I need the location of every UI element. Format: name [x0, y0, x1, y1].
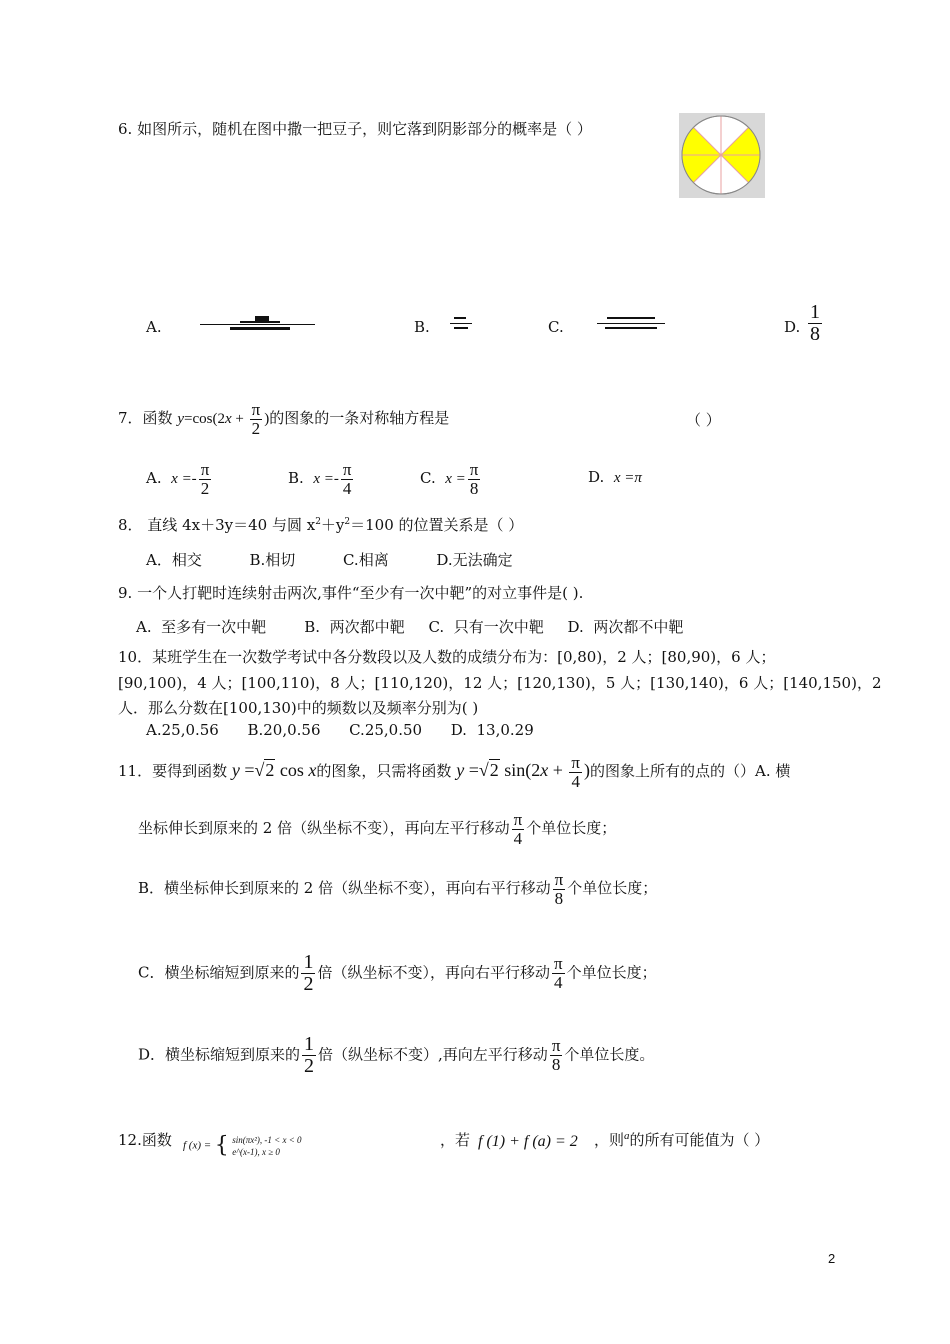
q12-prefix: 12.函数 [118, 1131, 172, 1149]
q11-option-d: D．横坐标缩短到原来的 $\frac{1}{2}$ 倍（纵坐标不变）,再向左平行移动 $\frac{\pi}{8}$ 个单位长度。 [138, 1033, 655, 1077]
q6-figure [679, 113, 765, 198]
q6-option-a-garbled-formula [200, 316, 315, 332]
q6-option-b-garbled-formula [450, 316, 472, 332]
q10-line-1: 10．某班学生在一次数学考试中各分数段以及人数的成绩分布为：[0,80)，2 人；[80,90)，6 人； [118, 648, 776, 666]
q8-options: A．相交 B.相切 C.相离 D.无法确定 [146, 551, 513, 569]
q7-option-b: B. x =- $\frac{\pi}{4}$ [288, 459, 352, 498]
q11-stem: 11．要得到函数 y =√2 cos x的图象，只需将函数 y =√2 sin(2x + $\frac{\pi}{4}$ )的图象上所有的点的（）A. 横 [118, 752, 791, 791]
q6-option-c-garbled-formula [597, 316, 665, 332]
q6-option-d-value [806, 302, 824, 345]
q11-option-b: B．横坐标伸长到原来的 2 倍（纵坐标不变），再向右平行移动 $\frac{\pi}{8}$ 个单位长度； [138, 869, 658, 908]
q6-option-c-label: C. [548, 318, 564, 336]
q12-then: ，则$^a$的所有可能值为（ ） [594, 1130, 770, 1149]
q12-condition: f (1) + f (a) = 2 [478, 1133, 578, 1150]
q10-options: A.25,0.56 B.20,0.56 C.25,0.50 D. 13,0.29 [146, 721, 534, 739]
q11-option-c: C．横坐标缩短到原来的 $\frac{1}{2}$ 倍（纵坐标不变），再向右平行移动 $\frac{\pi}{4}$ 个单位长度； [138, 951, 657, 995]
q9-options: A. 至多有一次中靶 B. 两次都中靶 C. 只有一次中靶 D. 两次都不中靶 [136, 618, 684, 636]
q10-line-2: [90,100)，4 人；[100,110)，8 人；[110,120)，12 人；[120,130)，5 人；[130,140)，6 人；[140,150)，2 [118, 674, 882, 692]
left-brace: { [214, 1133, 229, 1158]
q6-option-d-label: D. [784, 318, 801, 336]
fraction-numerator: 1 [810, 301, 820, 323]
q12-if: ，若 [440, 1131, 471, 1149]
q10-line-3: 人．那么分数在[100,130)中的频数以及频率分别为( ) [118, 699, 479, 717]
q7-option-c: C. x = $\frac{\pi}{8}$ [420, 459, 479, 498]
q7-option-a: A. x =- $\frac{\pi}{2}$ [146, 459, 210, 498]
q7-answer-paren: （ ） [686, 411, 721, 429]
fraction-denominator: 8 [810, 323, 820, 345]
pie-figure [679, 113, 765, 198]
q11-option-a: 坐标伸长到原来的 2 倍（纵坐标不变），再向左平行移动 $\frac{\pi}{4}$ 个单位长度； [138, 809, 617, 848]
q7-stem: 7．函数 y=cos(2x + $\frac{\pi}{2}$ )的图象的一条对称轴方程是 [118, 399, 450, 438]
q6-stem: 6. 如图所示，随机在图中撒一把豆子，则它落到阴影部分的概率是（ ） [118, 120, 592, 138]
q12-piecewise: f (x) = { sin(πx²), -1 < x < 0 e^(x-1), x ≥ 0 [183, 1133, 302, 1158]
q7-option-d: D. x =π [588, 468, 642, 486]
page-number: 2 [828, 1251, 836, 1266]
q8-stem: 8． 直线 4x＋3y＝40 与圆 $x^2+y^2=100$ 的位置关系是（ ） [118, 516, 524, 534]
q6-option-b-label: B. [414, 318, 430, 336]
q9-stem: 9. 一个人打靶时连续射击两次,事件“至少有一次中靶”的对立事件是( ). [118, 584, 584, 602]
q6-option-a-label: A. [146, 318, 162, 336]
